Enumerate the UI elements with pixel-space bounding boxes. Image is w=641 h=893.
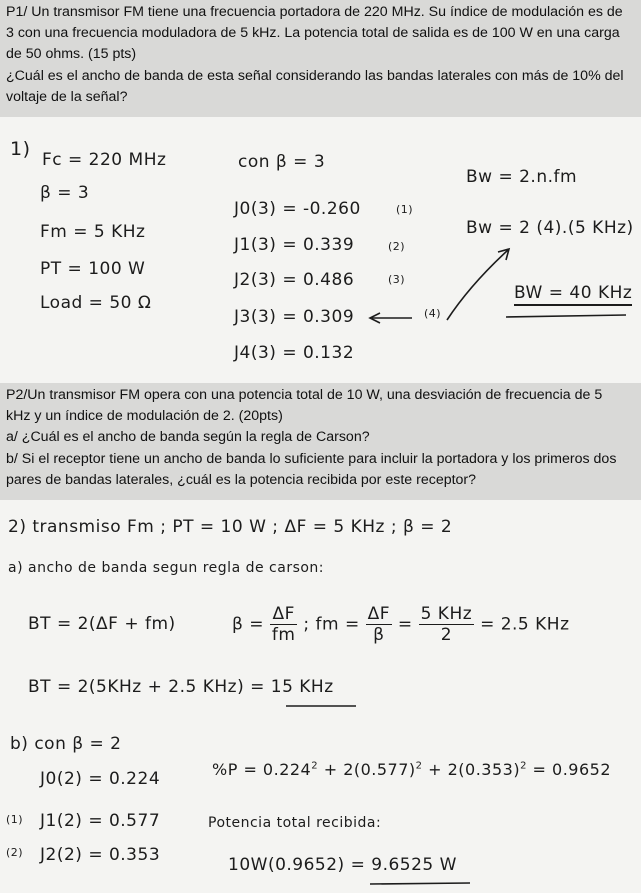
statement-line: b/ Si el receptor tiene un ancho de banda lo suficiente para incluir la portadora y los primeros dos — [6, 450, 617, 467]
p2-part-b-label: b) con β = 2 — [10, 734, 122, 754]
p1-mark-2: (2) — [388, 240, 406, 253]
p1-number: 1) — [10, 138, 31, 160]
p1-bw-formula: Bw = 2.n.fm — [466, 167, 578, 187]
pct-result: = 0.9652 — [526, 760, 612, 779]
p2-header: 2) transmiso Fm ; PT = 10 W ; ΔF = 5 KHz ; β = 2 — [8, 517, 453, 537]
beta-eq: β = — [232, 614, 264, 635]
fm-frac — [366, 604, 392, 645]
p2-mark-2: (2) — [6, 846, 24, 859]
pct-a: %P = 0.224 — [212, 760, 312, 779]
sq-a: 2 — [311, 760, 319, 772]
fm-result: = 2.5 KHz — [480, 614, 570, 635]
p1-j3: J3(3) = 0.309 — [234, 307, 355, 327]
sq-c: 2 — [520, 760, 527, 772]
p1-j0: J0(3) = -0.260 — [234, 199, 361, 219]
p1-mark-3: (3) — [388, 273, 406, 286]
p2-j0: J0(2) = 0.224 — [40, 769, 161, 789]
beta-frac — [270, 604, 298, 645]
statement-line: 3 con una frecuencia moduladora de 5 kHz. La potencia total de salida es de 100 W en una carga — [6, 25, 620, 42]
bt-sub: BT = 2(5KHz + 2.5 KHz) = — [28, 677, 265, 697]
pct-b: + 2(0.577) — [318, 760, 416, 779]
statement-line: kHz y un índice de modulación de 2. (20pts) — [6, 408, 283, 425]
power-calc: 10W(0.9652) = — [228, 855, 366, 875]
p2-power-calc — [228, 855, 457, 875]
statement-line: pares de bandas laterales, ¿cuál es la potencia recibida por este receptor? — [6, 471, 477, 488]
p1-fm: Fm = 5 KHz — [40, 222, 146, 242]
p2-part-a-label: a) ancho de banda segun regla de carson: — [8, 560, 325, 576]
beta-den: fm — [271, 625, 296, 645]
statement-line: de 50 ohms. (15 pts) — [6, 46, 137, 63]
fm-den: β — [373, 625, 385, 645]
p1-mark-4: (4) — [424, 307, 442, 320]
p1-j2: J2(3) = 0.486 — [234, 270, 355, 290]
bt-result: 15 KHz — [270, 677, 334, 697]
p2-j2: J2(2) = 0.353 — [40, 845, 161, 865]
p1-mark-1: (1) — [396, 203, 414, 216]
p2-bt-formula: BT = 2(ΔF + fm) — [28, 614, 176, 634]
pct-c: + 2(0.353) — [422, 760, 521, 779]
statement-line: P1/ Un transmisor FM tiene una frecuencia portadora de 220 MHz. Su índice de modulación es de — [6, 4, 623, 20]
p2-bt-substitution — [28, 677, 334, 697]
power-result: 9.6525 W — [371, 855, 457, 875]
p2-j1: J1(2) = 0.577 — [40, 811, 161, 831]
fm-eq: ; fm = — [303, 614, 360, 635]
p1-load: Load = 50 Ω — [40, 293, 152, 313]
p1-pt: PT = 100 W — [40, 259, 146, 279]
beta-num: ΔF — [270, 604, 298, 625]
problem-2-statement — [0, 383, 641, 500]
p1-j4: J4(3) = 0.132 — [234, 343, 355, 363]
statement-line: ¿Cuál es el ancho de banda de esta señal considerando las bandas laterales con más de 10% del — [6, 67, 624, 84]
p2-beta-fraction — [232, 604, 570, 645]
fm-num-2: 5 KHz — [420, 604, 473, 624]
sq-b: 2 — [415, 760, 423, 772]
p1-bw-result: BW = 40 KHz — [514, 283, 632, 306]
fm-den-2: 2 — [440, 625, 453, 645]
fm-eq2: = — [397, 614, 413, 635]
p2-potencia-label: Potencia total recibida: — [208, 815, 382, 831]
fm-frac-2 — [419, 604, 475, 645]
statement-line: P2/Un transmisor FM opera con una potencia total de 10 W, una desviación de frecuencia de 5 — [6, 387, 603, 403]
p1-j1: J1(3) = 0.339 — [234, 235, 355, 255]
p1-beta: β = 3 — [40, 183, 90, 203]
p1-fc: Fc = 220 MHz — [42, 150, 167, 170]
p2-percent-power — [212, 760, 611, 779]
fm-num: ΔF — [367, 604, 391, 624]
statement-line: a/ ¿Cuál es el ancho de banda según la regla de Carson? — [6, 429, 370, 446]
statement-line: voltaje de la señal? — [6, 88, 128, 105]
p1-bw-substitution: Bw = 2 (4).(5 KHz) — [466, 218, 634, 238]
p2-mark-1: (1) — [6, 813, 24, 826]
p1-con-beta: con β = 3 — [238, 152, 326, 172]
